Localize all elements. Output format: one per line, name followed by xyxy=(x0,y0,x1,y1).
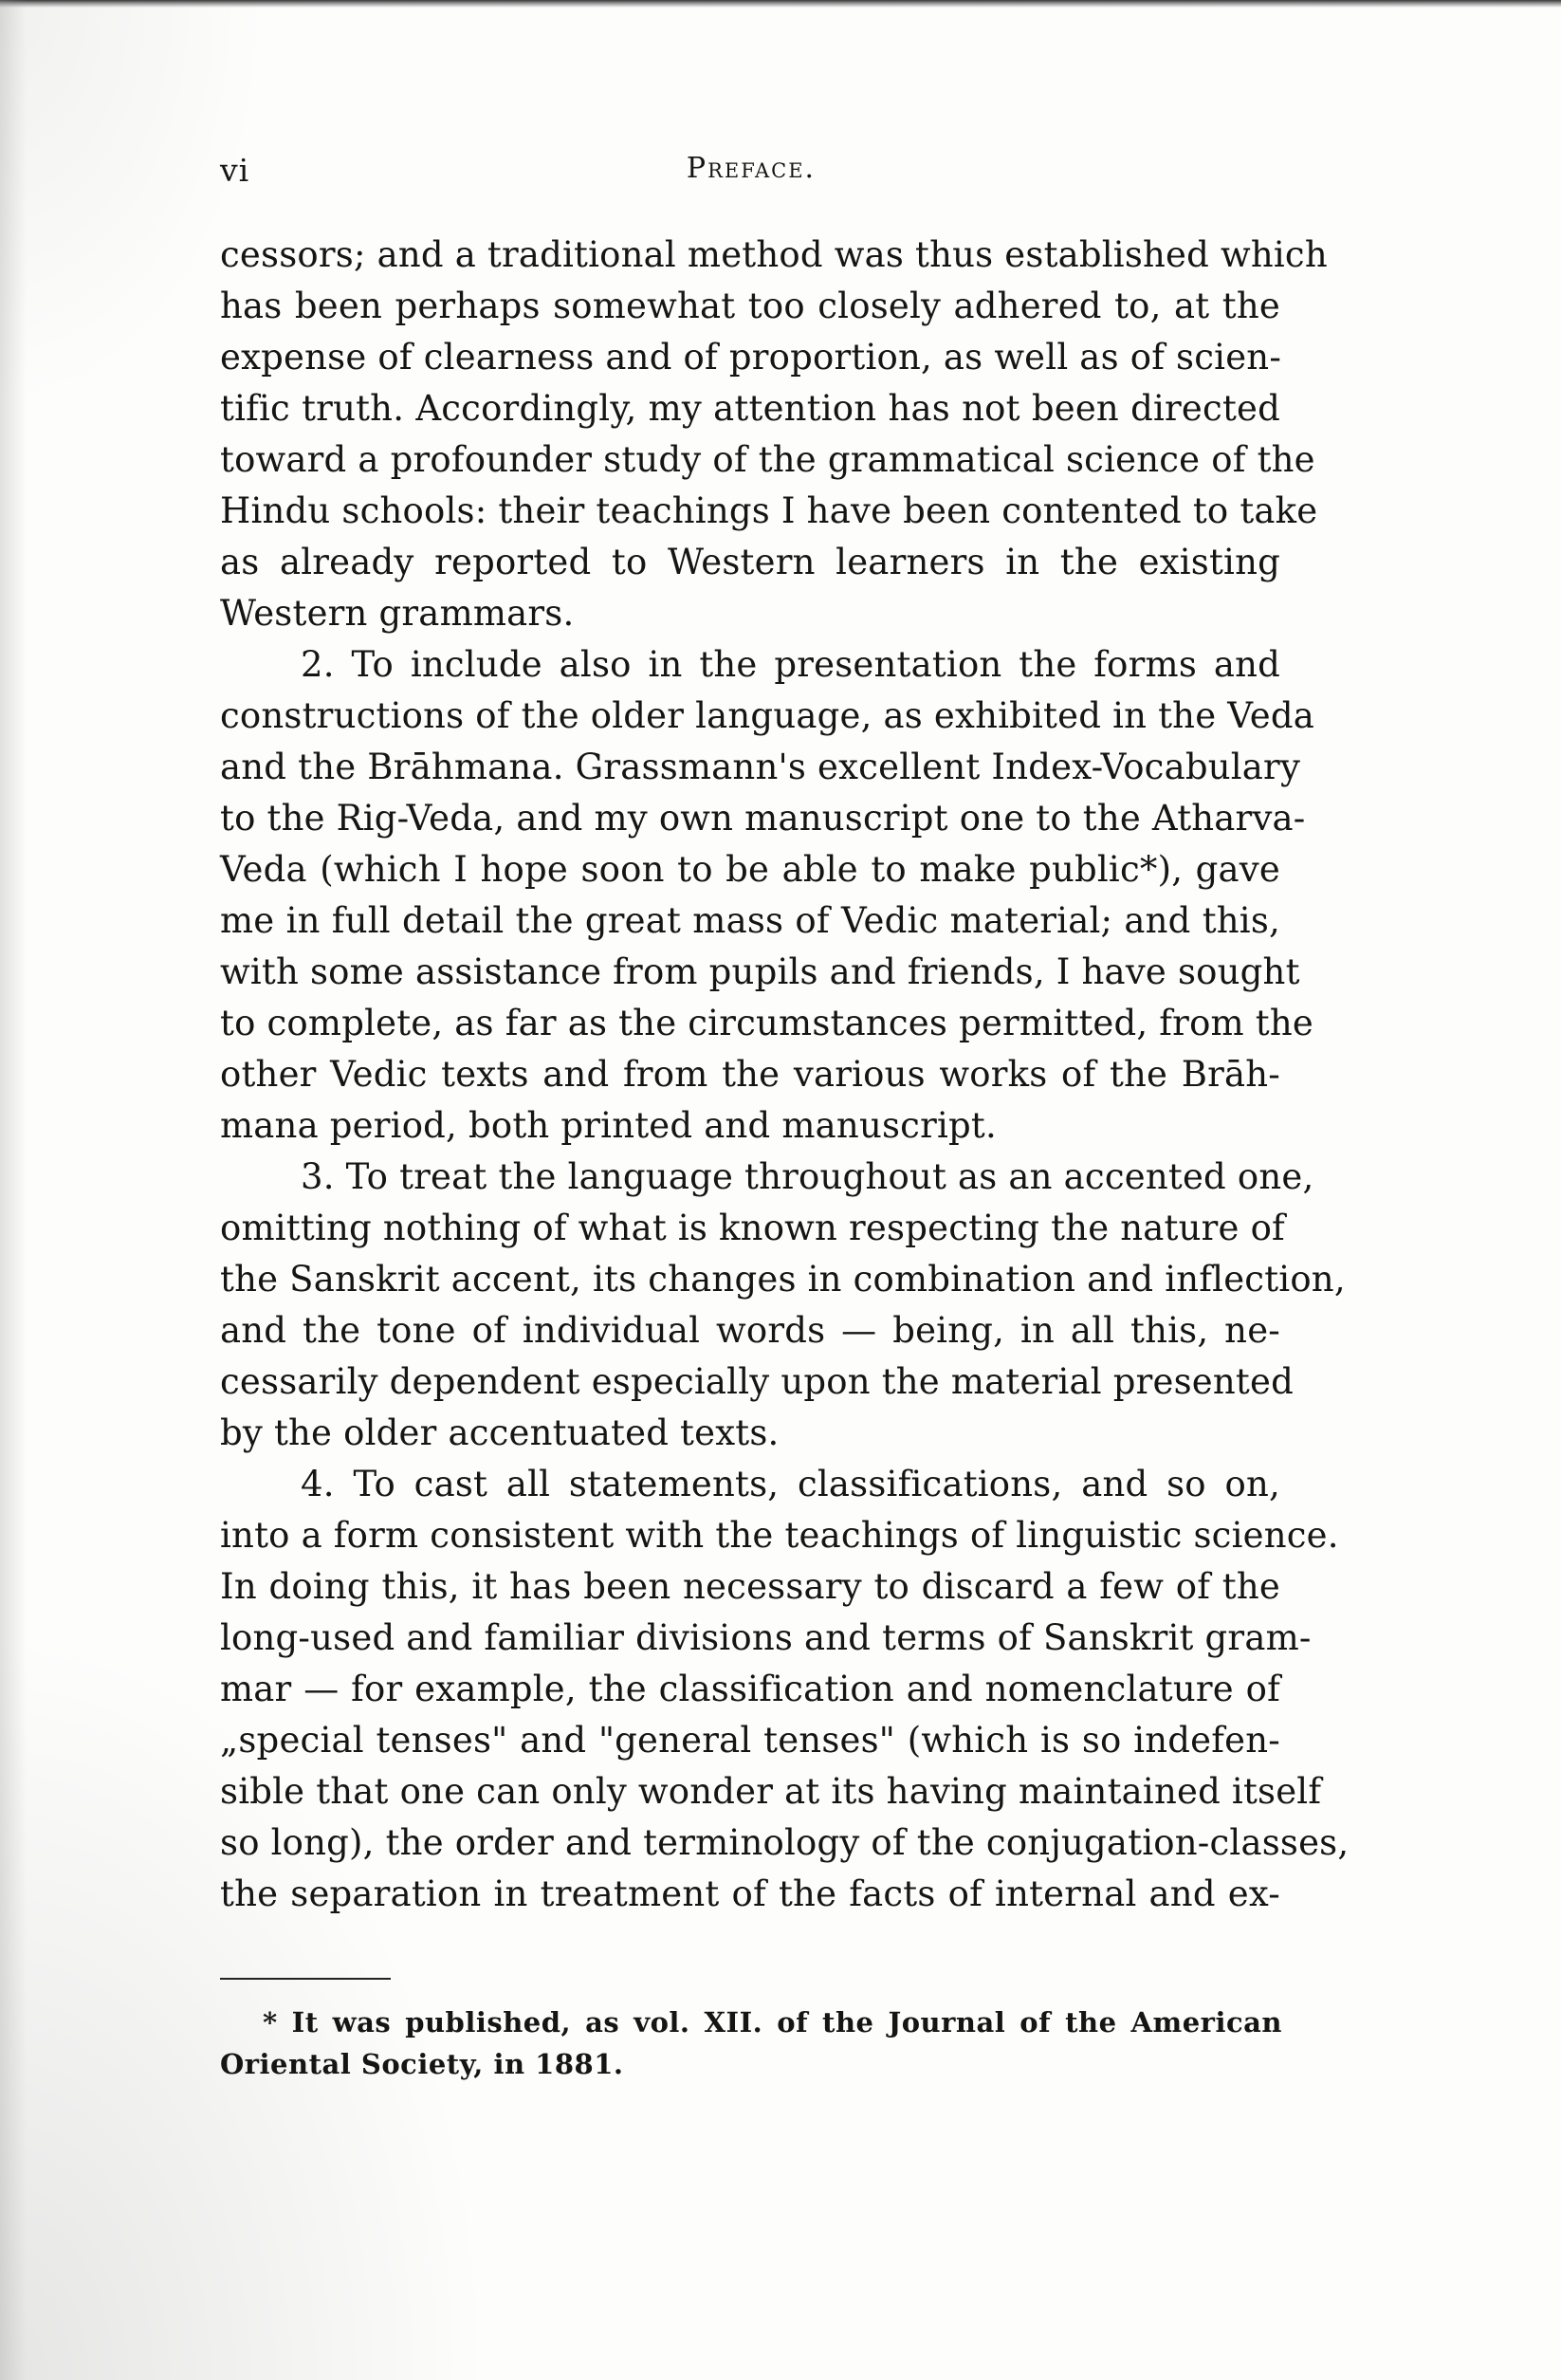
text-line: cessors; and a traditional method was thus established which xyxy=(220,234,1328,275)
text-line: the Sanskrit accent, its changes in combination and inflection, xyxy=(220,1259,1346,1300)
text-line: into a form consistent with the teachings of linguistic science. xyxy=(220,1515,1339,1556)
page-number: vi xyxy=(220,152,250,189)
text-line: with some assistance from pupils and friends, I have sought xyxy=(220,951,1300,992)
footnote-line: * It was published, as vol. XII. of the Journal of the American xyxy=(263,2006,1282,2039)
text-line: so long), the order and terminology of the conjugation-classes, xyxy=(220,1822,1350,1863)
text-line: the separation in treatment of the facts of internal and ex- xyxy=(220,1873,1280,1914)
text-line: tific truth. Accordingly, my attention has not been directed xyxy=(220,388,1280,429)
text-line: has been perhaps somewhat too closely adhered to, at the xyxy=(220,286,1280,326)
paragraph-2-start: 2. To include also in the presentation the forms and xyxy=(301,644,1280,685)
body-text xyxy=(220,230,1350,1920)
text-line: as already reported to Western learners in the existing xyxy=(220,542,1280,582)
text-line: other Vedic texts and from the various works of the Brāh- xyxy=(220,1054,1280,1095)
text-line: sible that one can only wonder at its having maintained itself xyxy=(220,1771,1322,1812)
running-title: Preface. xyxy=(686,152,817,185)
text-line: long-used and familiar divisions and terms of Sanskrit gram- xyxy=(220,1617,1312,1658)
text-line: and the tone of individual words — being, in all this, ne- xyxy=(220,1310,1280,1351)
page-header xyxy=(220,152,1282,190)
page-top-edge xyxy=(0,0,1561,8)
text-line: Veda (which I hope soon to be able to make public*), gave xyxy=(220,849,1280,890)
text-line: constructions of the older language, as exhibited in the Veda xyxy=(220,695,1315,736)
text-line: cessarily dependent especially upon the material presented xyxy=(220,1361,1294,1402)
page-left-edge xyxy=(0,0,27,2380)
text-line: In doing this, it has been necessary to discard a few of the xyxy=(220,1566,1280,1607)
text-line: Western grammars. xyxy=(220,593,575,634)
paragraph-3-start: 3. To treat the language throughout as an accented one, xyxy=(301,1156,1314,1197)
text-line: to the Rig-Veda, and my own manuscript one to the Atharva- xyxy=(220,798,1306,839)
text-line: to complete, as far as the circumstances permitted, from the xyxy=(220,1003,1313,1043)
text-line: toward a profounder study of the grammatical science of the xyxy=(220,439,1315,480)
text-line: Hindu schools: their teachings I have been contented to take xyxy=(220,490,1318,531)
text-line: expense of clearness and of proportion, as well as of scien- xyxy=(220,337,1282,378)
footnote xyxy=(220,2002,1282,2085)
text-line: me in full detail the great mass of Vedic material; and this, xyxy=(220,900,1280,941)
paragraph-4-start: 4. To cast all statements, classifications, and so on, xyxy=(301,1464,1280,1504)
text-line: mana period, both printed and manuscript. xyxy=(220,1105,997,1146)
text-line: omitting nothing of what is known respecting the nature of xyxy=(220,1208,1285,1248)
text-line: mar — for example, the classification and nomenclature of xyxy=(220,1669,1280,1709)
text-line: and the Brāhmana. Grassmann's excellent Index-Vocabulary xyxy=(220,747,1301,787)
text-line: „special tenses" and "general tenses" (which is so indefen- xyxy=(220,1720,1280,1761)
footnote-rule xyxy=(220,1978,391,1980)
footnote-line: Oriental Society, in 1881. xyxy=(220,2048,624,2080)
text-line: by the older accentuated texts. xyxy=(220,1412,780,1453)
